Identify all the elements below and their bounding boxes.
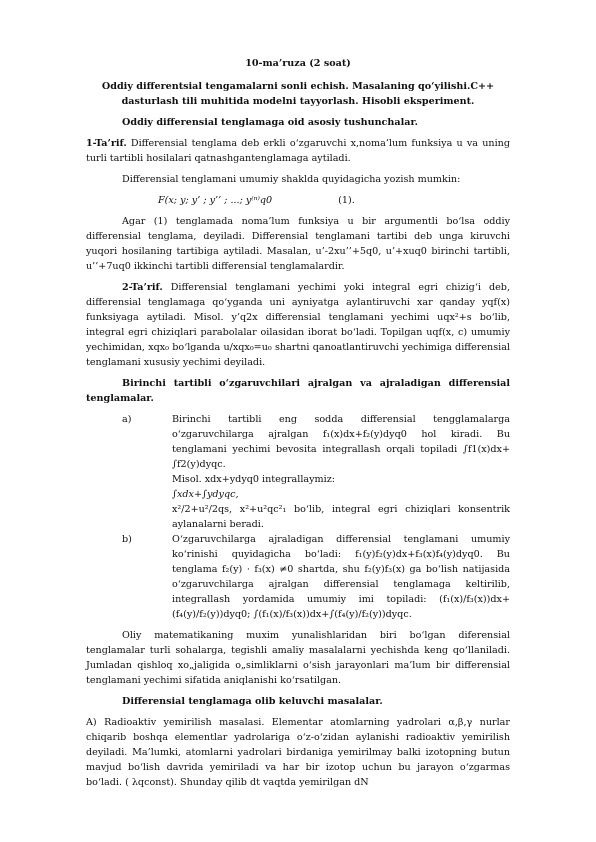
definition-2-text: Differensial tenglamani yechimi yoki integral egri chizig‘i deb, differensial tenglamaga qo‘yganda uni ayniyatga aylantiruvchi xar qanday yqf(x) funksiyaga aytiladi. Misol. y’q2x differensial tenglamani yechimi uqx²+s bo‘lib, integral egri chiziqlari parabolalar oilasidan iborat bo‘ladi. Topilgan uqf(x, c) umumiy yechimidan, xqx₀ bo‘lganda u/xqx₀=u₀ shartni qanoatlantiruvchi yechimiga differensial tenglamani xususiy yechimi deyiladi. [86,282,510,368]
paragraph-application: Oliy matematikaning muxim yunalishlaridan biri bo‘lgan diferensial tenglamalar turli sohalarga, tegishli amaliy masalalarni yechishda keng qo‘llaniladi. Jumladan qishloq xo„jaligida o„simliklarni o‘sish jarayonlari ma’lum bir differensial tenglamani yechimi sifatida aniqlanishi ko‘rsatilgan. [86,630,510,686]
list-item-b [122,532,510,622]
paragraph-order: Agar (1) tenglamada noma’lum funksiya u bir argumentli bo‘lsa oddiy differensial tenglama, deyiladi. Differensial tenglamani tartibi deb unga kiruvchi yuqori hosilaning tartibiga aytiladi. Masalan, u’-2xu’’+5q0, u’+xuq0 birinchi tartibli, u’’+7uq0 ikkinchi tartibli differensial tenglamalardir. [86,216,510,272]
list-item-a-line4: x²/2+u²/2qs, x²+u²qc²₁ bo‘lib, integral egri chiziqlari konsentrik aylanalarni beradi. [172,504,510,530]
paragraph-radioactive: A) Radioaktiv yemirilish masalasi. Elementar atomlarning yadrolari α,β,γ nurlar chiqarib boshqa elementlar yadrolariga o‘z-o‘zidan aylanishi radioaktiv yemirilish deyiladi. Ma’lumki, atomlarni yadrolari birdaniga yemirilmay balki izotopning butun mavjud bo‘lish davrida yemiriladi va har bir izotop uchun bu jarayon o‘zgarmas bo‘ladi. ( λqconst). Shunday qilib dt vaqtda yemirilgan dN [86,717,510,788]
equation-number: (1). [338,195,355,206]
section-heading-basics: Oddiy differensial tenglamaga oid asosiy tushunchalar. [122,117,418,128]
list-item-a-line3: ∫xdx+∫ydyqc, [172,489,239,500]
document-page [86,42,510,790]
list-item-a-line1: Birinchi tartibli eng sodda differensial tengglamalarga o‘zgaruvchilarga ajralgan f₁(x)dx+f₂(y)dyq0 hol kiradi. Bu tenglamani yechimi bevosita integrallash orqali topiladi ∫f1(x)dx+ ∫f2(y)dyqc. [172,414,510,470]
section-heading-problems: Differensial tenglamaga olib keluvchi masalalar. [122,696,383,707]
list-item-b-label: b) [122,534,132,545]
list-item-a-body [172,412,510,532]
list-item-a [122,412,510,532]
general-form-text: Differensial tenglamani umumiy shaklda quyidagicha yozish mumkin: [122,174,461,185]
definition-1-label: 1-Ta’rif. [86,138,127,149]
definition-1-text: Differensial tenglama deb erkli o‘zgaruvchi x,noma’lum funksiya u va uning turli tartibli hosilalari qatnashgantenglamaga aytiladi. [86,138,510,164]
list-item-b-body: O‘zgaruvchilarga ajraladigan differensial tenglamani umumiy ko‘rinishi quyidagicha bo‘ladi: f₁(y)f₂(y)dx+f₃(x)f₄(y)dyq0. Bu tenglama f₂(y) · f₃(x) ≠0 shartda, shu f₂(y)f₃(x) ga bo‘lish natijasida o‘zgaruvchilarga ajralgan differensial tenglamaga keltirilib, integrallash yordamida umumiy imi topiladi: (f₁(x)/f₃(x))dx+(f₄(y)/f₂(y))dyq0; ∫(f₁(x)/f₃(x))dx+∫(f₄(y)/f₂(y))dyqc. [172,534,510,620]
definition-2 [86,280,510,370]
definition-2-label: 2-Ta’rif. [122,282,163,293]
definition-1 [86,136,510,166]
equation-line [158,193,510,208]
list-item-a-label: a) [122,414,132,425]
equation-formula: F(x; y; y’ ; y’’ ; ...; y⁽ⁿ⁾q0 [158,195,273,206]
section-heading-first-order: Birinchi tartibli o‘zgaruvchilari ajralgan va ajraladigan differensial tenglamalar. [86,378,510,404]
lecture-subtitle: Oddiy differentsial tengamalarni sonli echish. Masalaning qo‘yilishi.C++ dasturlash tili muhitida modelni tayyorlash. Hisobli eksperiment. [101,81,495,107]
page-title: 10-ma’ruza (2 soat) [245,58,351,69]
list-item-a-line2: Misol. xdx+ydyq0 integrallaymiz: [172,474,335,485]
